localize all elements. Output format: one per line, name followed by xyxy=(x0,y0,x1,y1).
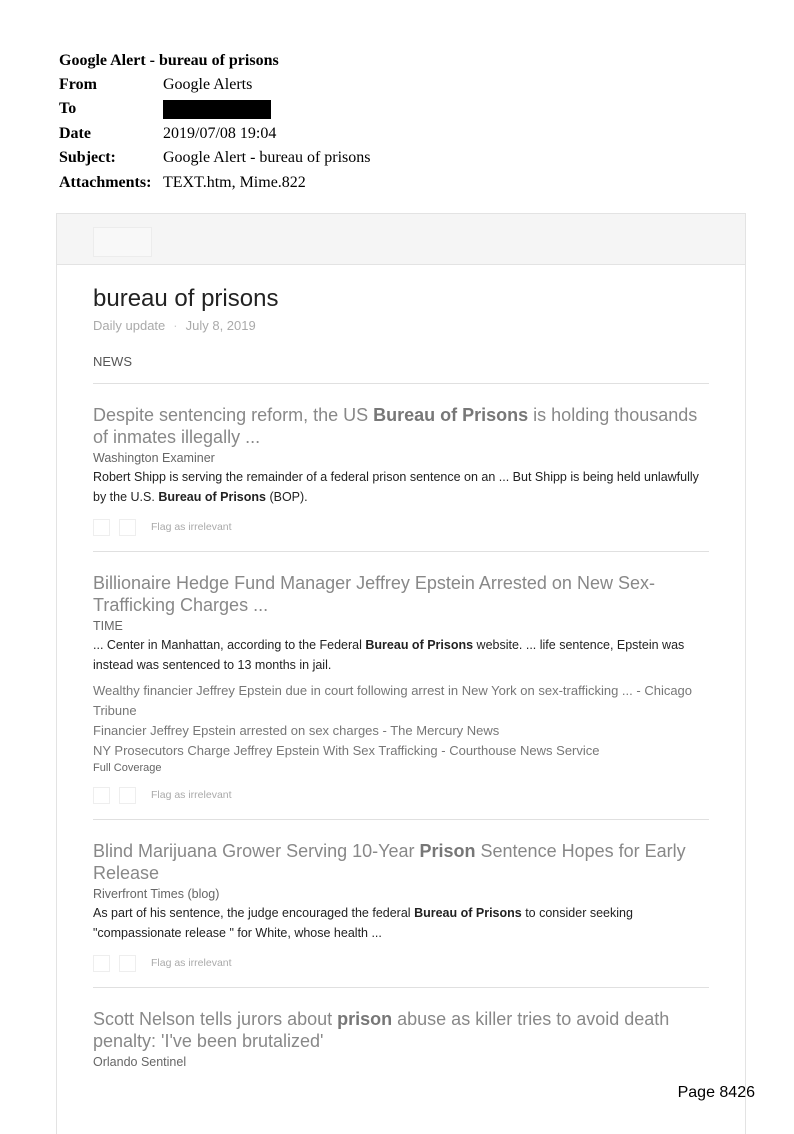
related-story-link[interactable]: Wealthy financier Jeffrey Epstein due in court following arrest in New York on sex-trafficking ... - Chicago Tribune xyxy=(93,683,693,718)
page-number: Page 8426 xyxy=(677,1084,755,1101)
header-value: Google Alert - bureau of prisons xyxy=(163,149,371,167)
alert-frequency: Daily update xyxy=(93,318,166,333)
related-story-link[interactable]: NY Prosecutors Charge Jeffrey Epstein With Sex Trafficking - Courthouse News Service xyxy=(93,743,600,758)
twitter-share-icon[interactable] xyxy=(119,787,136,804)
email-title: Google Alert - bureau of prisons xyxy=(59,52,279,69)
text-run: As part of his sentence, the judge encouraged the federal xyxy=(93,906,415,920)
full-coverage-link[interactable]: Full Coverage xyxy=(93,762,162,774)
item-actions xyxy=(93,517,709,537)
facebook-share-icon[interactable] xyxy=(93,787,110,804)
redaction-box xyxy=(163,100,271,119)
header-value: TEXT.htm, Mime.822 xyxy=(163,173,306,191)
header-value: 2019/07/08 19:04 xyxy=(163,124,277,142)
text-run: abuse as killer tries to avoid death penalty: 'I've been brutalized' xyxy=(93,1009,670,1051)
text-run: website. ... life sentence, Epstein was instead was sentenced to 13 months in jail. xyxy=(93,638,685,672)
alert-content xyxy=(93,279,709,1085)
alert-query-title: bureau of prisons xyxy=(93,285,279,312)
twitter-share-icon[interactable] xyxy=(119,955,136,972)
alert-card xyxy=(56,213,746,1134)
separator-dot-icon: · xyxy=(173,318,178,333)
news-headline-link[interactable] xyxy=(93,404,709,448)
section-label: NEWS xyxy=(93,353,709,384)
header-label: Attachments: xyxy=(59,173,152,191)
text-run: Robert Shipp is serving the remainder of a federal prison sentence on an ... But Shipp is being held unlawfully by the U.S. xyxy=(93,470,699,504)
news-item xyxy=(93,988,709,1085)
header-row xyxy=(59,73,371,97)
header-row xyxy=(59,122,371,146)
flag-irrelevant-link[interactable]: Flag as irrelevant xyxy=(151,789,232,801)
news-source: Washington Examiner xyxy=(93,451,215,465)
header-value xyxy=(163,97,271,121)
item-actions xyxy=(93,953,709,973)
highlight-term: Bureau of Prisons xyxy=(414,906,522,920)
header-row xyxy=(59,146,371,170)
news-item xyxy=(93,384,709,552)
text-run: Despite sentencing reform, the US xyxy=(93,405,374,425)
text-run: ... Center in Manhattan, according to the Federal xyxy=(93,638,366,652)
email-header xyxy=(59,49,371,195)
flag-irrelevant-link[interactable]: Flag as irrelevant xyxy=(151,957,232,969)
text-run: Billionaire Hedge Fund Manager Jeffrey Epstein Arrested on New Sex-Trafficking Charges ... xyxy=(93,573,655,615)
header-label: To xyxy=(59,100,77,118)
news-snippet xyxy=(93,903,709,943)
highlight-term: Bureau of Prisons xyxy=(373,405,529,425)
facebook-share-icon[interactable] xyxy=(93,519,110,536)
highlight-term: prison xyxy=(337,1009,393,1029)
news-snippet xyxy=(93,467,709,507)
google-logo-icon xyxy=(93,227,152,257)
alert-subtitle xyxy=(93,317,709,335)
news-item xyxy=(93,820,709,988)
alert-date: July 8, 2019 xyxy=(185,318,256,333)
header-label: Date xyxy=(59,124,91,142)
news-source: Orlando Sentinel xyxy=(93,1055,187,1069)
text-run: Scott Nelson tells jurors about xyxy=(93,1009,338,1029)
text-run: (BOP). xyxy=(265,490,308,504)
card-header xyxy=(57,214,745,265)
news-headline-link[interactable] xyxy=(93,1008,709,1052)
text-run: Blind Marijuana Grower Serving 10-Year xyxy=(93,841,420,861)
header-label: From xyxy=(59,76,97,93)
news-source: TIME xyxy=(93,619,123,633)
highlight-term: Prison xyxy=(419,841,476,861)
news-snippet xyxy=(93,635,709,675)
news-headline-link[interactable] xyxy=(93,840,709,884)
item-actions xyxy=(93,785,709,805)
header-value: Google Alerts xyxy=(163,76,253,93)
text-run: to consider seeking "compassionate release " for White, whose health ... xyxy=(93,906,633,940)
related-story-link[interactable]: Financier Jeffrey Epstein arrested on sex charges - The Mercury News xyxy=(93,723,500,738)
header-row xyxy=(59,171,371,195)
header-row xyxy=(59,97,371,121)
flag-irrelevant-link[interactable]: Flag as irrelevant xyxy=(151,521,232,533)
facebook-share-icon[interactable] xyxy=(93,955,110,972)
news-list xyxy=(93,384,709,1085)
news-source: Riverfront Times (blog) xyxy=(93,887,220,901)
news-item xyxy=(93,552,709,820)
highlight-term: Bureau of Prisons xyxy=(158,490,266,504)
text-run: Sentence Hopes for Early Release xyxy=(93,841,686,883)
news-headline-link[interactable] xyxy=(93,572,709,616)
twitter-share-icon[interactable] xyxy=(119,519,136,536)
text-run: is holding thousands of inmates illegally ... xyxy=(93,405,698,447)
header-label: Subject: xyxy=(59,149,116,167)
related-stories xyxy=(93,681,709,761)
highlight-term: Bureau of Prisons xyxy=(365,638,474,652)
